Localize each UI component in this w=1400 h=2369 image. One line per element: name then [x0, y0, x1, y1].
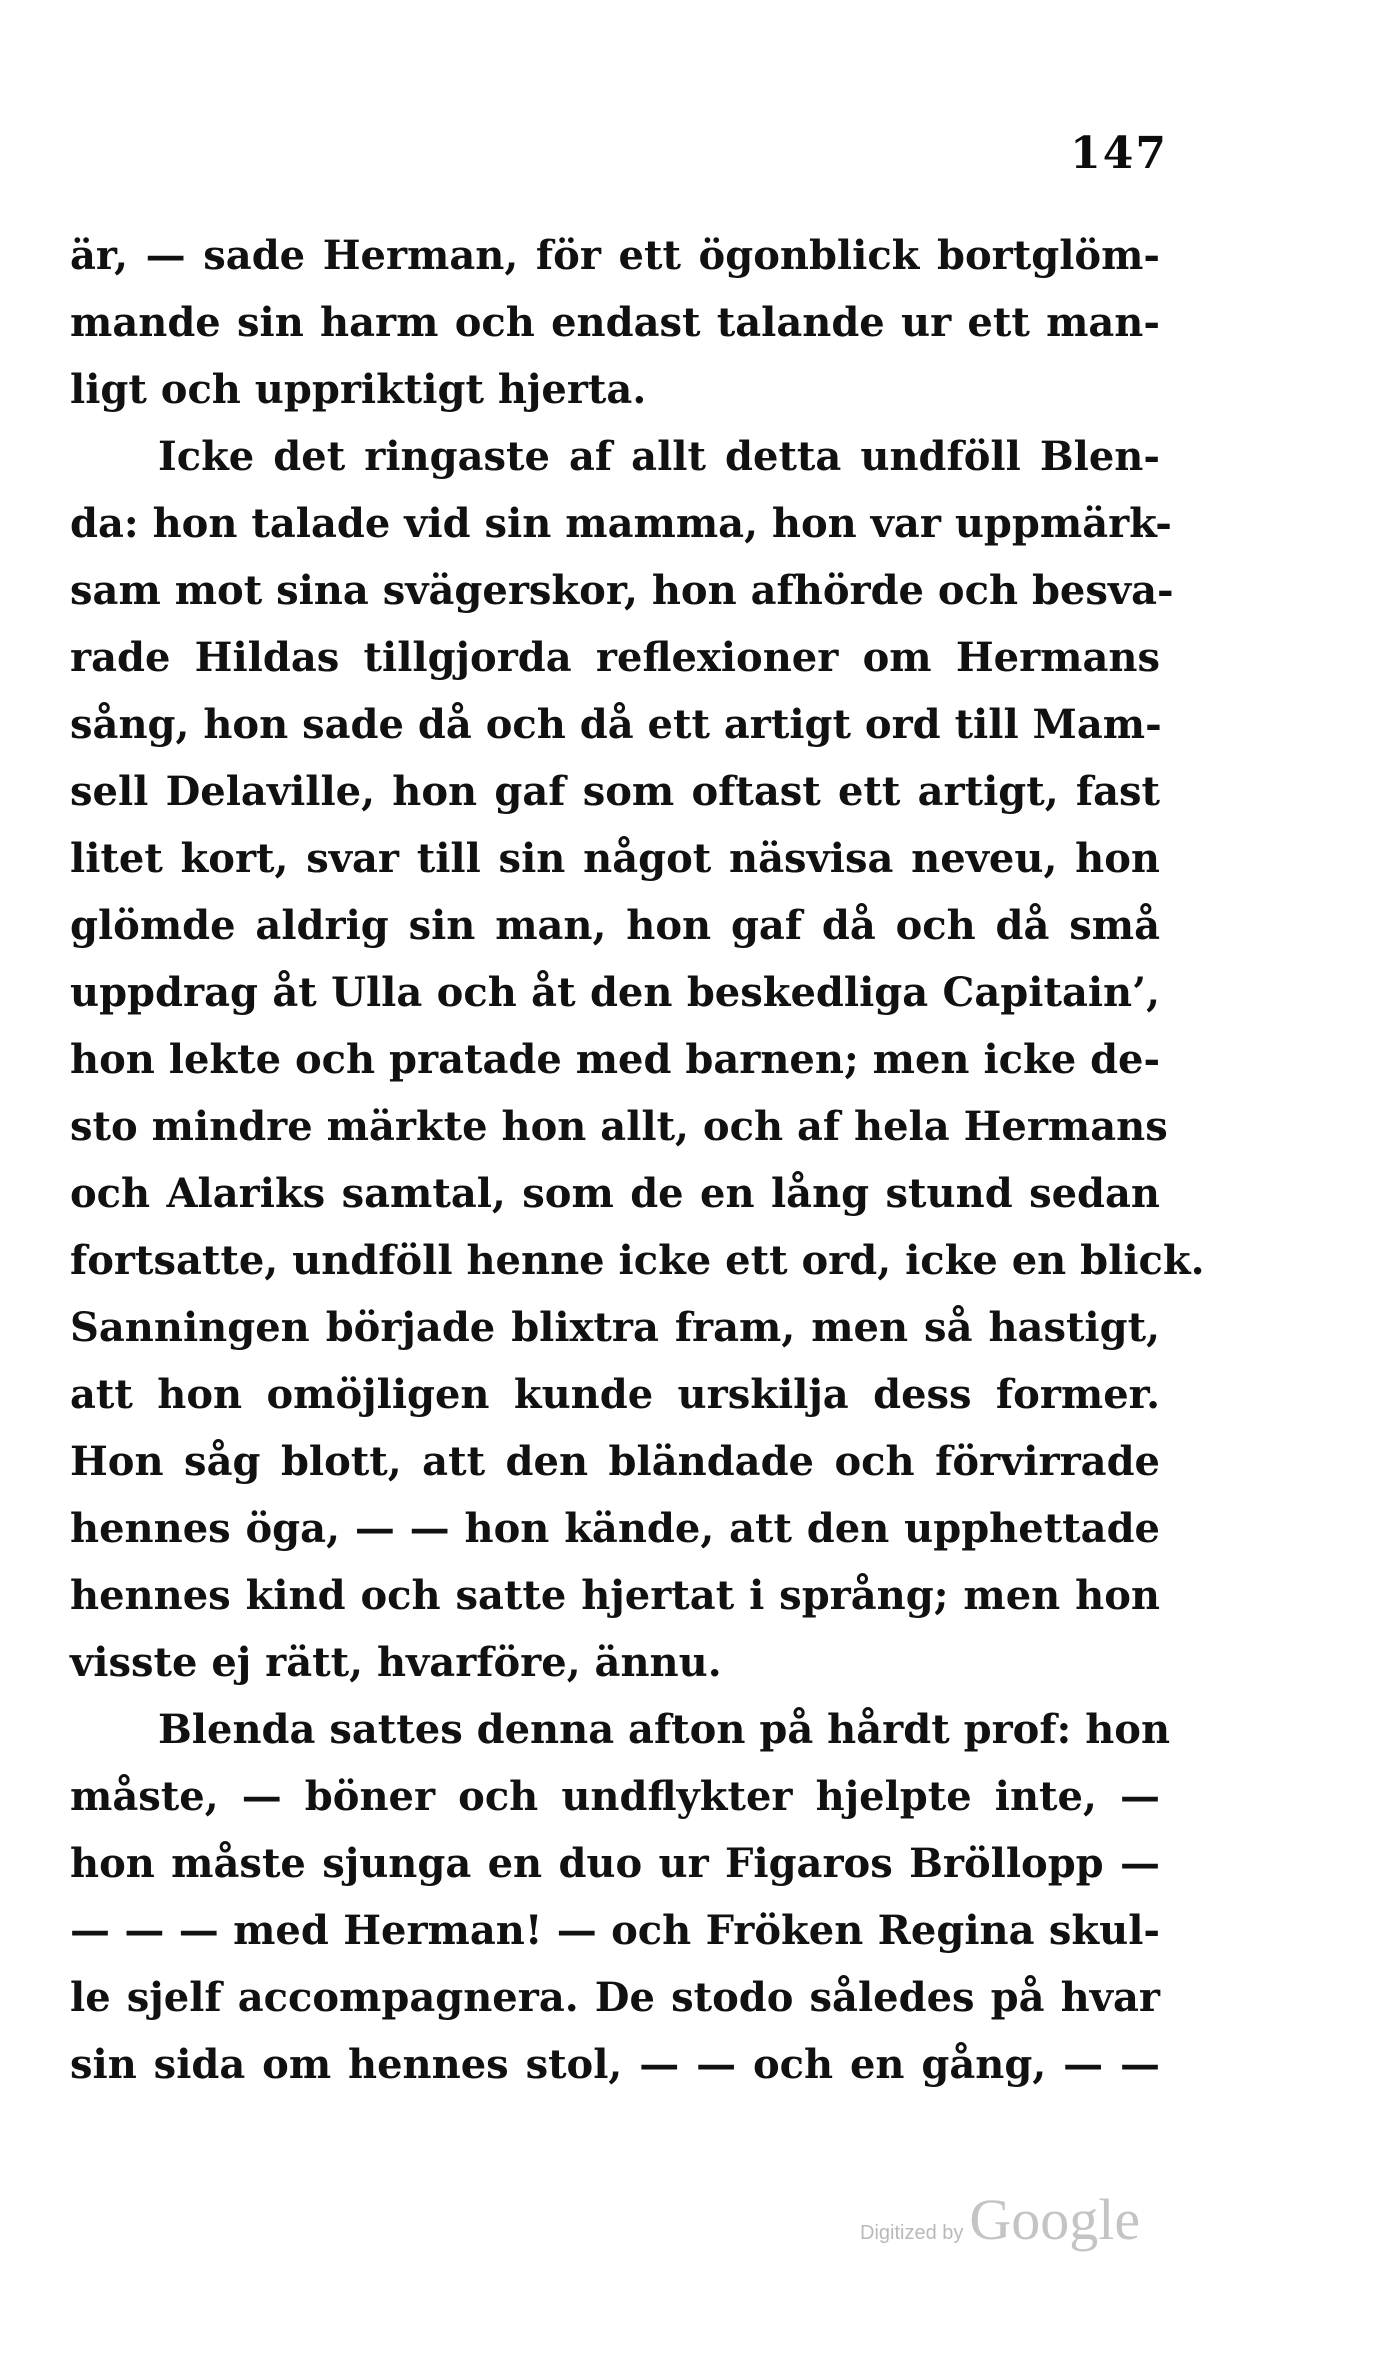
digitized-watermark: [860, 2186, 1140, 2253]
text-line: mande sin harm och endast talande ur ett man-: [70, 299, 1160, 346]
paragraph: [70, 1696, 1171, 2098]
text-line: sell Delaville, hon gaf som oftast ett artigt, fast: [70, 768, 1160, 815]
watermark-prefix: Digitized by: [860, 2222, 964, 2244]
text-line: Icke det ringaste af allt detta undföll Blen-: [158, 433, 1160, 480]
paragraph: [70, 423, 1205, 1696]
text-line: är, — sade Herman, för ett ögonblick bortglöm-: [70, 232, 1160, 279]
text-line: le sjelf accompagnera. De stodo således på hvar: [70, 1974, 1160, 2021]
text-line: rade Hildas tillgjorda reflexioner om Hermans: [70, 634, 1160, 681]
text-line: uppdrag åt Ulla och åt den beskedliga Capitain’,: [70, 969, 1160, 1016]
text-line: litet kort, svar till sin något näsvisa neveu, hon: [70, 835, 1160, 882]
text-line: Hon såg blott, att den bländade och förvirrade: [70, 1438, 1160, 1485]
google-logo: Google: [969, 2187, 1141, 2252]
text-line: — — — med Herman! — och Fröken Regina skul-: [70, 1907, 1160, 1954]
text-line: att hon omöjligen kunde urskilja dess former.: [70, 1371, 1160, 1418]
text-line: måste, — böner och undflykter hjelpte inte, —: [70, 1773, 1160, 1820]
page-number: 147: [1070, 128, 1168, 179]
text-line: sin sida om hennes stol, — — och en gång, — —: [70, 2041, 1160, 2088]
body-text: [70, 222, 1205, 2098]
text-line: ligt och uppriktigt hjerta.: [70, 366, 647, 413]
text-line: Sanningen började blixtra fram, men så hastigt,: [70, 1304, 1160, 1351]
text-line: hennes kind och satte hjertat i språng; men hon: [70, 1572, 1160, 1619]
text-line: sång, hon sade då och då ett artigt ord till Mam-: [70, 701, 1162, 748]
text-line: hon måste sjunga en duo ur Figaros Bröllopp —: [70, 1840, 1160, 1887]
text-line: hon lekte och pratade med barnen; men icke de-: [70, 1036, 1161, 1083]
paragraph: [70, 222, 1160, 423]
text-line: Blenda sattes denna afton på hårdt prof: hon: [158, 1706, 1171, 1753]
text-line: da: hon talade vid sin mamma, hon var uppmärk-: [70, 500, 1172, 547]
text-line: sto mindre märkte hon allt, och af hela Hermans: [70, 1103, 1168, 1150]
text-line: fortsatte, undföll henne icke ett ord, icke en blick.: [70, 1237, 1205, 1284]
text-line: visste ej rätt, hvarföre, ännu.: [70, 1639, 722, 1686]
text-line: sam mot sina svägerskor, hon afhörde och besva-: [70, 567, 1174, 614]
text-line: och Alariks samtal, som de en lång stund sedan: [70, 1170, 1160, 1217]
text-line: glömde aldrig sin man, hon gaf då och då små: [70, 902, 1160, 949]
text-line: hennes öga, — — hon kände, att den upphettade: [70, 1505, 1160, 1552]
